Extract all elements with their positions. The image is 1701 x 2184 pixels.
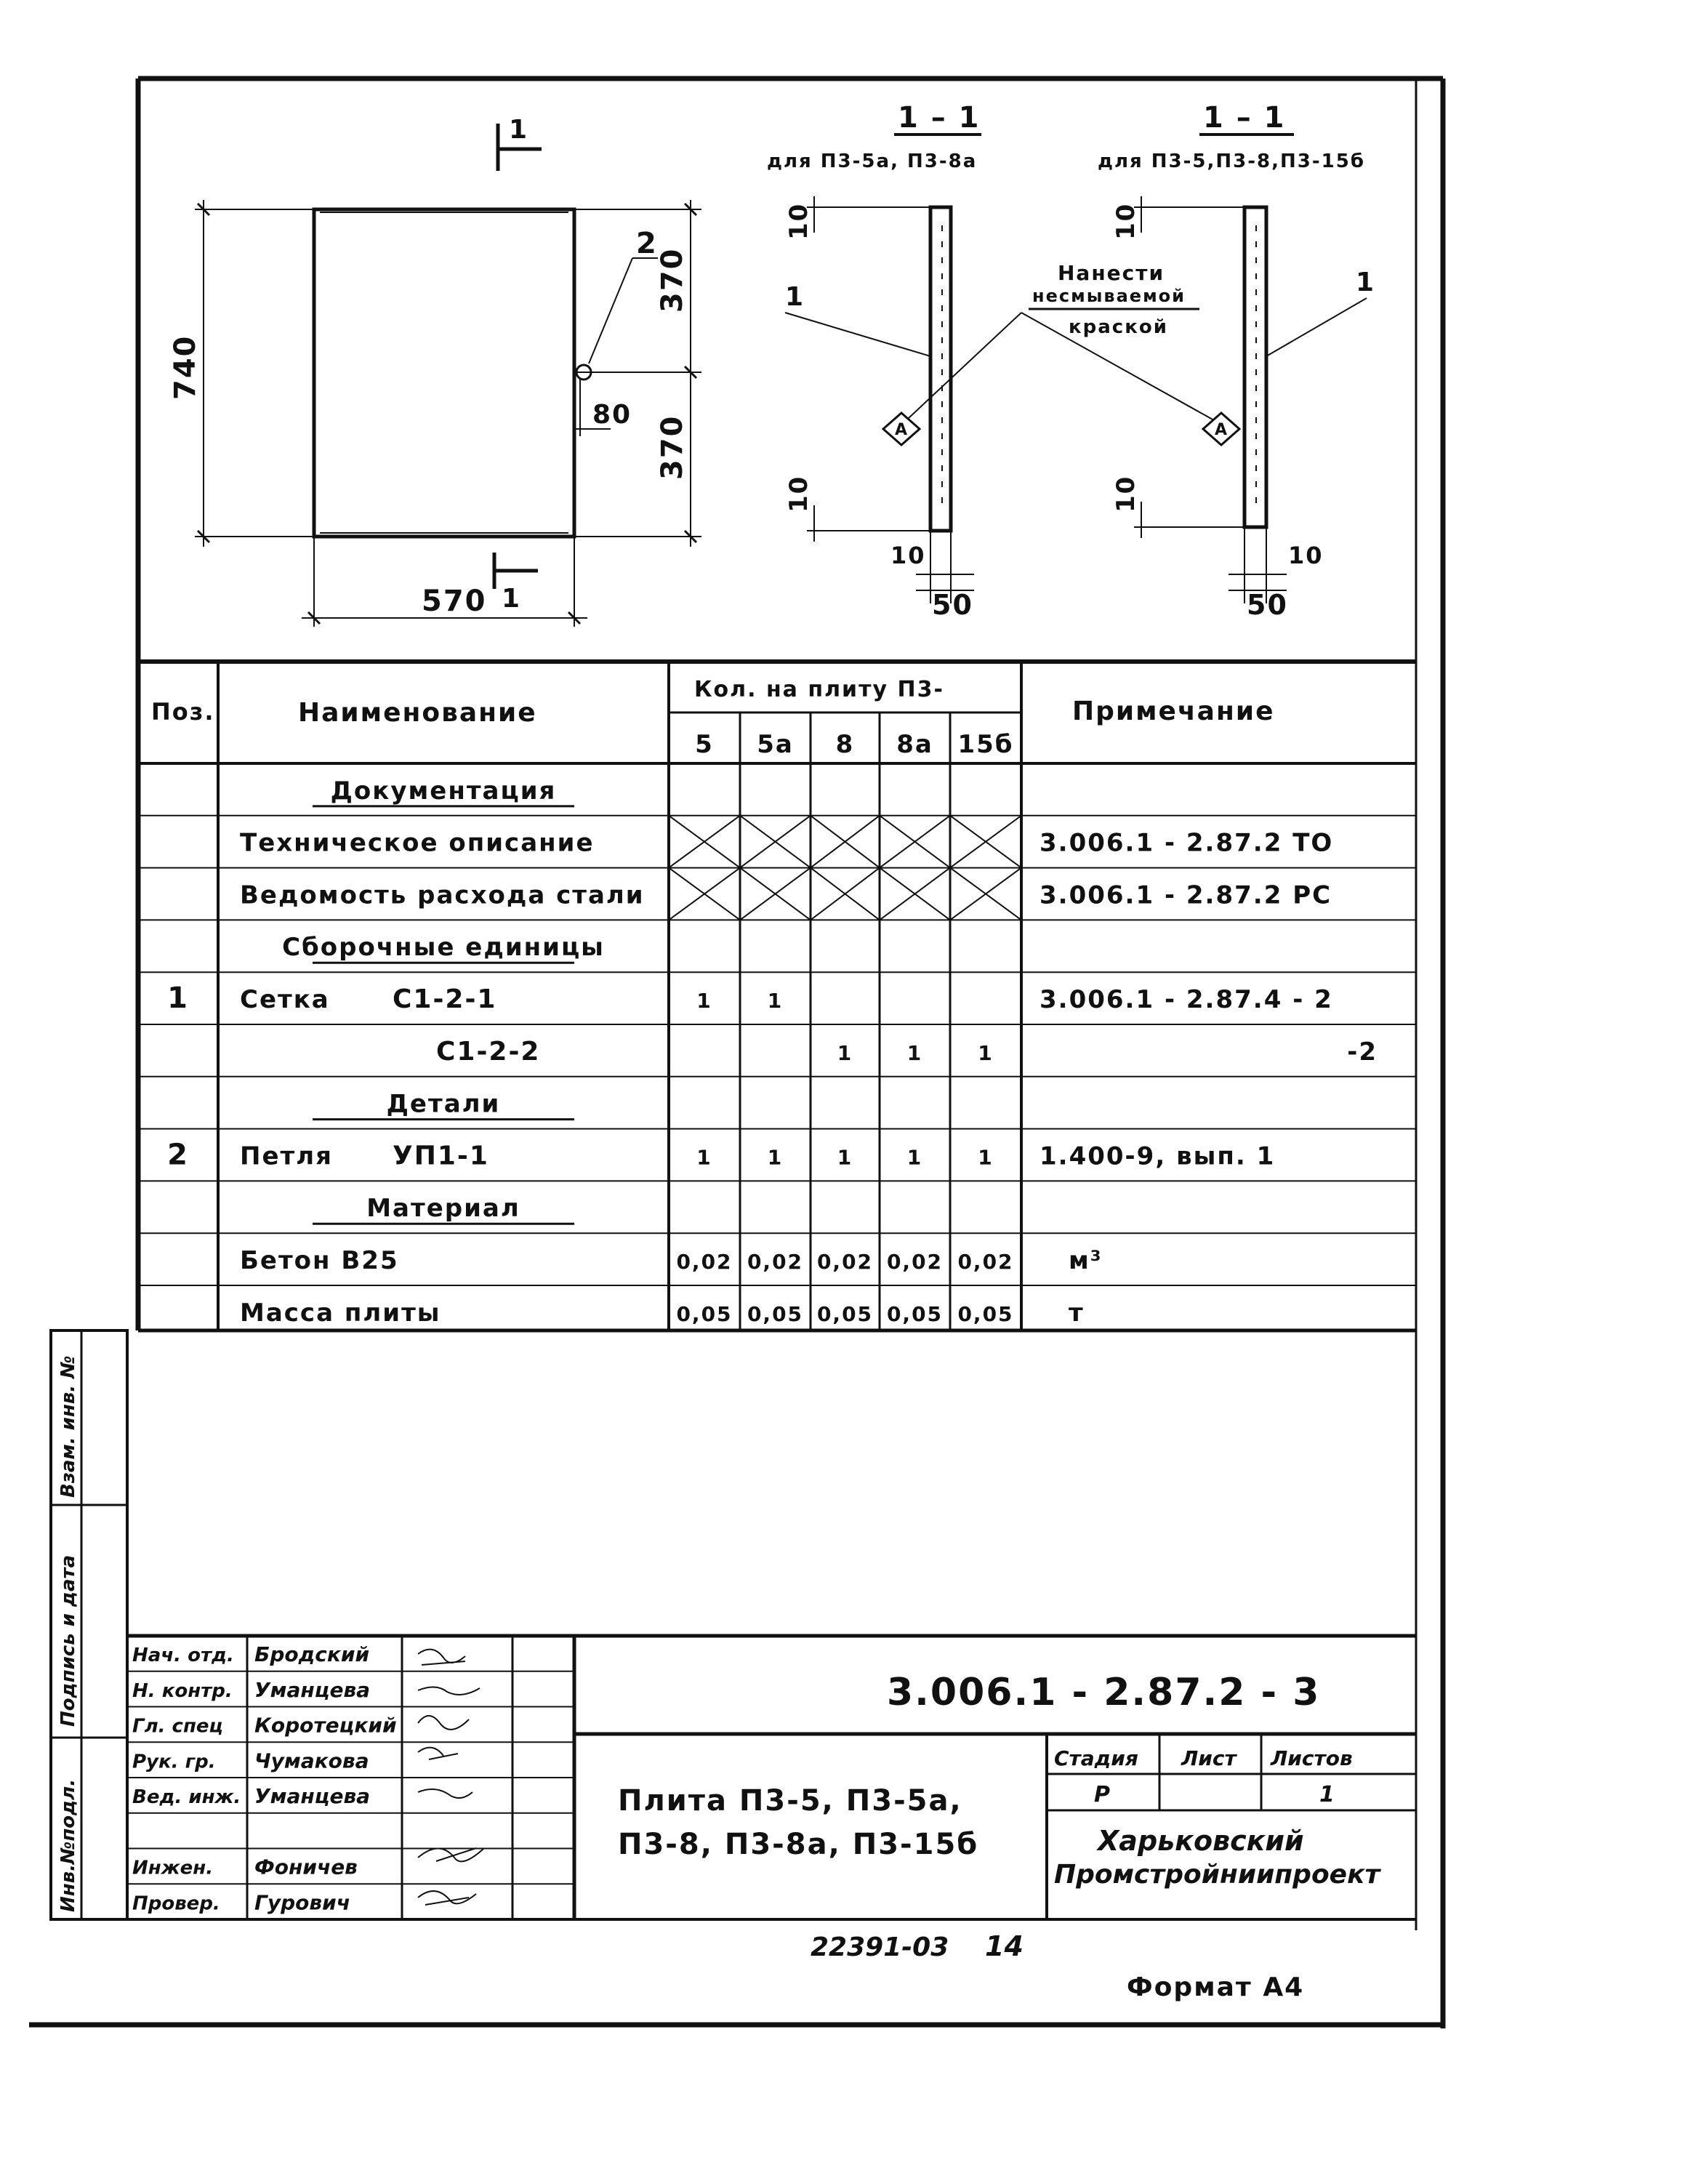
section-b-dim-thickness: 50 [1247,589,1288,621]
section-heading: Материал [366,1194,520,1224]
signer-row [132,1890,350,1914]
section-b-subtitle: для П3-5,П3-8,П3-15б [1098,150,1365,172]
paint-note-line-1: Нанести [1058,261,1165,285]
quantity-cell: 1 [906,1145,923,1170]
quantity-cell: 1 [978,1040,994,1065]
side-stamp-signature-date: Подпись и дата [57,1554,79,1727]
row-code: С1-2-2 [436,1036,541,1067]
signer-role: Провер. [132,1892,220,1915]
section-a-mark: А [895,421,908,439]
quantity-cell: 0,05 [676,1301,733,1326]
section-a-dim-thickness: 50 [932,589,973,621]
quantity-cell: 1 [837,1040,853,1065]
signer-name: Чумакова [254,1749,369,1773]
spec-header-note: Примечание [1072,696,1275,726]
row-position: 1 [167,981,189,1016]
section-a-subtitle: для П3-5а, П3-8а [767,150,978,172]
plan-dim-upper: 370 [656,247,689,313]
sheets-label: Листов [1271,1746,1353,1770]
signer-role: Рук. гр. [132,1751,216,1773]
side-stamp-original-inv: Инв.№подл. [57,1778,79,1912]
quantity-cell: 0,05 [816,1301,874,1326]
signer-role: Нач. отд. [132,1645,234,1667]
organization-line-1: Харьковский [1098,1825,1304,1857]
quantity-cell: 0,02 [676,1250,733,1274]
row-position: 2 [167,1138,189,1172]
plan-section-mark-bottom: 1 [502,584,522,614]
plan-dim-height: 740 [169,334,202,400]
signer-role: Инжен. [132,1857,214,1879]
spec-header-name: Наименование [298,698,537,728]
signer-role: Н. контр. [132,1679,233,1702]
signer-row [132,1642,369,1666]
section-b-callout: 1 [1356,268,1376,297]
row-note: -2 [1347,1037,1378,1067]
signer-name: Коротецкий [254,1713,397,1738]
signer-role: Гл. спец [132,1715,223,1738]
row-name: Бетон В25 [240,1246,399,1276]
format-label: Формат А4 [1127,1972,1305,2002]
quantity-cell: 0,02 [747,1250,804,1274]
signer-name: Бродский [254,1642,370,1667]
section-b-dim-side: 10 [1288,542,1324,569]
plan-dim-lower: 370 [656,414,689,480]
side-stamp-replaced-inv: Взам. инв. № [57,1355,79,1498]
table-row [313,776,574,806]
quantity-cell: 1 [767,989,784,1013]
plan-dim-width: 570 [422,585,487,618]
plan-view [195,124,701,627]
row-note: 3.006.1 - 2.87.2 ТО [1040,828,1334,858]
quantity-cell: 0,02 [957,1250,1014,1274]
row-name: Масса плиты [240,1298,441,1328]
paint-note-line-3: краской [1069,316,1168,338]
spec-col-header: 5 [695,730,714,759]
inventory-number: 22391-03 [811,1932,949,1962]
signer-row [132,1714,397,1738]
table-row [240,880,1332,910]
spec-header-pos: Поз. [151,698,215,726]
spec-col-header: 8 [835,730,855,759]
table-row [167,981,1333,1015]
stage-label: Стадия [1054,1746,1138,1770]
spec-col-header: 5а [757,730,794,759]
product-title-line-1: Плита П3-5, П3-5а, [618,1784,962,1818]
section-b-view [1134,196,1367,603]
section-a-dim-side: 10 [890,542,926,569]
row-code: УП1-1 [393,1141,489,1171]
quantity-cell: 1 [837,1145,853,1170]
spec-quantity-column-headers [695,730,1013,759]
quantity-cell: 1 [978,1145,994,1170]
section-heading: Сборочные единицы [282,933,605,963]
row-name: Сетка [240,985,330,1015]
organization-line-2: Промстройниипроект [1054,1860,1380,1890]
table-row [240,1298,1085,1328]
plan-callout-loop: 2 [636,227,658,260]
quantity-cell: 0,05 [747,1301,804,1326]
sheet-frame [29,79,1443,2028]
row-note: 3.006.1 - 2.87.4 - 2 [1040,985,1333,1015]
section-b-mark: А [1215,421,1228,439]
spec-col-header: 8а [896,730,933,759]
signer-name: Гурович [254,1890,350,1915]
signer-row [132,1784,370,1808]
quantity-cell: 0,05 [957,1301,1014,1326]
table-row [436,1037,1378,1067]
section-a-view [785,196,974,603]
row-name: Петля [240,1141,333,1171]
sheet-label: Лист [1181,1746,1236,1770]
section-b-title: 1 – 1 [1203,101,1286,135]
spec-table-body [167,776,1378,1328]
paint-note-line-2: несмываемой [1032,286,1186,306]
plan-section-mark-top: 1 [509,115,529,145]
quantity-cell: 1 [906,1040,923,1065]
signer-name: Уманцева [254,1784,371,1809]
quantity-cell: 0,05 [886,1301,944,1326]
quantity-cell: 0,02 [816,1250,874,1274]
row-note: 3.006.1 - 2.87.2 РС [1040,880,1332,910]
quantity-cell: 1 [696,989,712,1013]
row-name: Ведомость расхода стали [240,880,645,910]
spec-header-qty: Кол. на плиту П3- [694,677,944,702]
signer-row [132,1855,358,1879]
section-heading: Детали [386,1089,501,1119]
section-b-dim-bottom: 10 [1111,475,1141,513]
quantity-cell: 1 [696,1145,712,1170]
row-note: 1.400-9, вып. 1 [1040,1141,1276,1171]
table-row [167,1138,1275,1171]
quantity-cell: 0,02 [886,1250,944,1274]
row-code: С1-2-1 [393,984,497,1015]
spec-col-header: 15б [957,730,1014,759]
signer-role: Вед. инж. [132,1786,241,1809]
row-note: м³ [1069,1246,1103,1276]
table-row [313,1090,574,1120]
signer-name: Фоничев [254,1855,358,1879]
section-a-dim-top: 10 [784,202,813,240]
signer-table [132,1642,397,1914]
table-row [240,1246,1103,1275]
signer-name: Уманцева [254,1677,371,1702]
section-a-dim-bottom: 10 [784,475,813,513]
signer-row [132,1749,369,1773]
row-name: Техническое описание [240,828,595,858]
section-b-dim-top: 10 [1111,202,1141,240]
table-row [313,1194,574,1224]
quantity-cell: 1 [767,1145,784,1170]
signer-row [132,1678,370,1702]
signer-row-lines [127,1671,574,1884]
table-row [282,933,605,963]
row-note: т [1069,1298,1085,1328]
plan-dim-loop: 80 [592,400,632,430]
product-title-line-2: П3-8, П3-8а, П3-15б [618,1828,979,1861]
stage-value: Р [1094,1782,1110,1807]
section-a-callout: 1 [785,282,805,312]
page-number: 14 [985,1930,1024,1962]
sheets-value: 1 [1319,1782,1335,1807]
section-a-title: 1 – 1 [898,101,981,135]
section-heading: Документация [330,776,557,806]
doc-code: 3.006.1 - 2.87.2 - 3 [887,1671,1321,1714]
paint-note-leaders [909,309,1214,420]
